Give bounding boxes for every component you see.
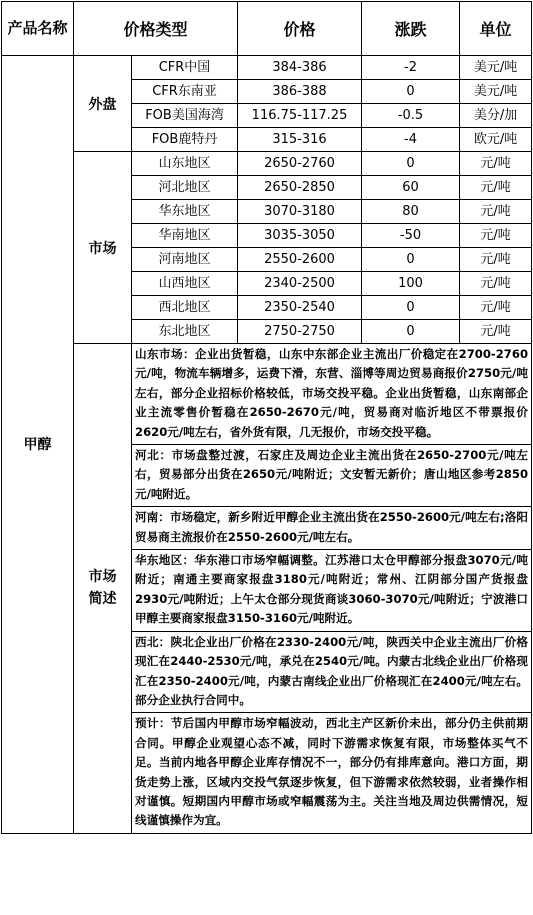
summary-row — [2, 344, 532, 445]
change-cell: 80 — [362, 200, 460, 224]
price-type-cell: 山东地区 — [132, 152, 238, 176]
price-type-cell: CFR东南亚 — [132, 80, 238, 104]
price-cell: 384-386 — [238, 56, 362, 80]
unit-cell: 美分/加 — [460, 104, 532, 128]
header-price-type: 价格类型 — [74, 2, 238, 56]
change-cell: -0.5 — [362, 104, 460, 128]
price-type-cell: 东北地区 — [132, 320, 238, 344]
change-cell: -2 — [362, 56, 460, 80]
change-cell: 100 — [362, 272, 460, 296]
price-type-cell: 华东地区 — [132, 200, 238, 224]
summary-paragraph-northwest: 西北：陕北企业出厂价格在2330-2400元/吨，陕西关中企业主流出厂价格现汇在2440-2530元/吨，承兑在2540元/吨。内蒙古北线企业出厂价格现汇在2350-2400元/吨，内蒙古南线企业出厂价格现汇在2400元/吨左右。部分企业执行合同中。 — [132, 631, 532, 713]
price-type-cell: FOB美国海湾 — [132, 104, 238, 128]
header-product: 产品名称 — [2, 2, 74, 56]
price-cell: 2350-2540 — [238, 296, 362, 320]
unit-cell: 欧元/吨 — [460, 128, 532, 152]
summary-paragraph-forecast: 预计：节后国内甲醇市场窄幅波动，西北主产区新价未出，部分仍主供前期合同。甲醇企业观望心态不减，同时下游需求恢复有限，市场整体买气不足。当前内地各甲醇企业库存情况不一，部分仍有排库意向。港口方面，期货走势上涨，区域内交投气氛逐步恢复，但下游需求依然较弱，业者操作相对谨慎。短期国内甲醇市场或窄幅震荡为主。关注当地及周边供需情况，短线谨慎操作为宜。 — [132, 713, 532, 833]
price-type-cell: 河北地区 — [132, 176, 238, 200]
header-unit: 单位 — [460, 2, 532, 56]
summary-paragraph-henan: 河南：市场稳定，新乡附近甲醇企业主流出货在2550-2600元/吨左右;洛阳贸易商主流报价在2550-2600元/吨左右。 — [132, 507, 532, 550]
price-type-cell: 华南地区 — [132, 224, 238, 248]
header-price: 价格 — [238, 2, 362, 56]
price-cell: 2650-2760 — [238, 152, 362, 176]
change-cell: 60 — [362, 176, 460, 200]
change-cell: 0 — [362, 152, 460, 176]
price-type-cell: FOB鹿特丹 — [132, 128, 238, 152]
price-cell: 2340-2500 — [238, 272, 362, 296]
price-type-cell: 河南地区 — [132, 248, 238, 272]
methanol-price-table — [1, 1, 532, 834]
change-cell: 0 — [362, 248, 460, 272]
price-cell: 2750-2750 — [238, 320, 362, 344]
unit-cell: 元/吨 — [460, 248, 532, 272]
change-cell: -4 — [362, 128, 460, 152]
header-change: 涨跌 — [362, 2, 460, 56]
unit-cell: 元/吨 — [460, 272, 532, 296]
unit-cell: 美元/吨 — [460, 56, 532, 80]
summary-label: 市场简述 — [88, 569, 117, 608]
price-cell: 116.75-117.25 — [238, 104, 362, 128]
unit-cell: 元/吨 — [460, 176, 532, 200]
unit-cell: 元/吨 — [460, 152, 532, 176]
summary-paragraph-shandong: 山东市场：企业出货暂稳，山东中东部企业主流出厂价稳定在2700-2760元/吨，物流车辆增多，运费下滑，东营、淄博等周边贸易商报价2750元/吨左右，部分企业招标价格较低，市场交投平稳。企业出货暂稳，山东南部企业主流零售价暂稳在2650-2670元/吨，贸易商对临沂地区不带票报价2620元/吨左右，省外货有限，几无报价，市场交投平稳。 — [132, 344, 532, 445]
change-cell: -50 — [362, 224, 460, 248]
unit-cell: 元/吨 — [460, 296, 532, 320]
unit-cell: 美元/吨 — [460, 80, 532, 104]
table-row — [2, 56, 532, 80]
unit-cell: 元/吨 — [460, 224, 532, 248]
price-cell: 2650-2850 — [238, 176, 362, 200]
summary-paragraph-hebei: 河北：市场盘整过渡，石家庄及周边企业主流出货在2650-2700元/吨左右，贸易部分出货在2650元/吨附近；文安暂无新价；唐山地区参考2850元/吨附近。 — [132, 445, 532, 507]
price-cell: 386-388 — [238, 80, 362, 104]
change-cell: 0 — [362, 296, 460, 320]
change-cell: 0 — [362, 320, 460, 344]
header-row — [2, 2, 532, 56]
price-cell: 2550-2600 — [238, 248, 362, 272]
price-cell: 315-316 — [238, 128, 362, 152]
table-row — [2, 152, 532, 176]
price-cell: 3035-3050 — [238, 224, 362, 248]
unit-cell: 元/吨 — [460, 320, 532, 344]
category-summary — [74, 344, 132, 834]
summary-paragraph-east-china: 华东地区：华东港口市场窄幅调整。江苏港口太仓甲醇部分报盘3070元/吨附近；南通主要商家报盘3180元/吨附近；常州、江阴部分国产货报盘2930元/吨附近；上午太仓部分现货商谈3060-3070元/吨附近；宁波港口甲醇主要商家报盘3150-3160元/吨附近。 — [132, 550, 532, 632]
price-type-cell: 西北地区 — [132, 296, 238, 320]
category-outer: 外盘 — [74, 56, 132, 152]
category-market: 市场 — [74, 152, 132, 344]
price-cell: 3070-3180 — [238, 200, 362, 224]
product-name: 甲醇 — [2, 56, 74, 834]
price-type-cell: CFR中国 — [132, 56, 238, 80]
unit-cell: 元/吨 — [460, 200, 532, 224]
change-cell: 0 — [362, 80, 460, 104]
price-type-cell: 山西地区 — [132, 272, 238, 296]
